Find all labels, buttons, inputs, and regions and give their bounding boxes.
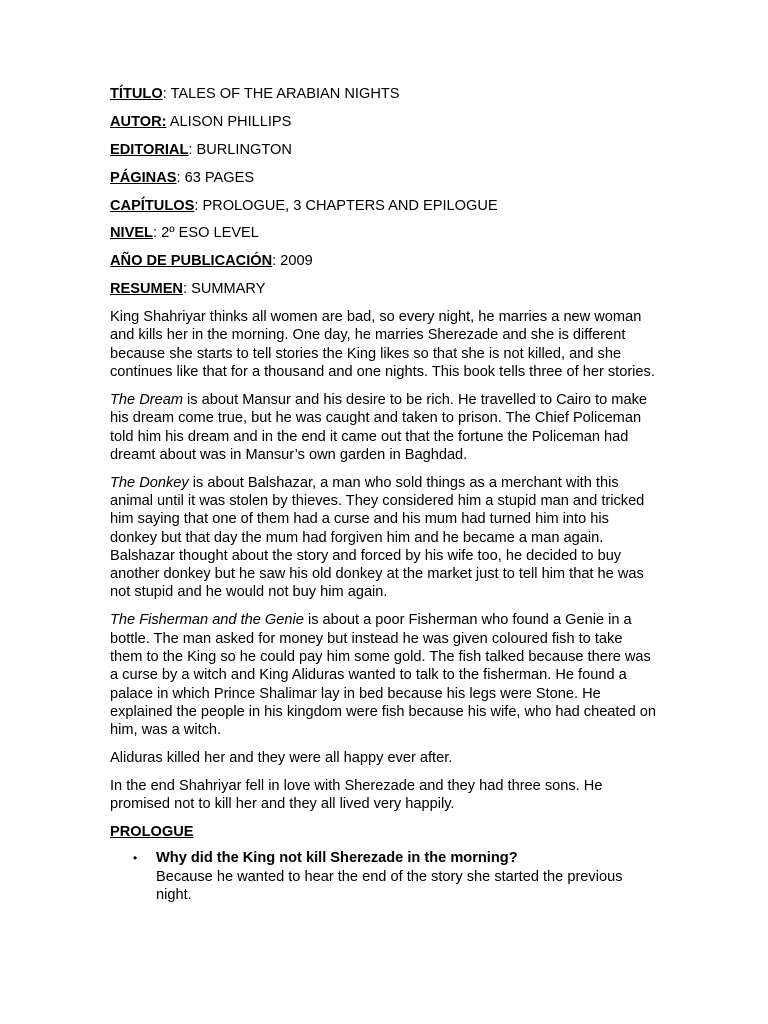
field-value: PROLOGUE, 3 CHAPTERS AND EPILOGUE (202, 197, 498, 214)
field-label: TÍTULO (110, 86, 163, 102)
story-text: is about Mansur and his desire to be rich. He travelled to Cairo to make his dream come true, but he was caught and taken to prison. The Chief Policeman told him his dream and in the end it came out that the fortune the Policeman had dreamt about was in Mansur’s own garden in Baghdad. (110, 391, 647, 463)
field-separator: : (188, 141, 197, 158)
field-value: TALES OF THE ARABIAN NIGHTS (170, 86, 400, 102)
field-resumen (110, 280, 658, 298)
field-value: BURLINGTON (196, 141, 292, 158)
field-separator: : (194, 197, 203, 214)
field-paginas (110, 169, 658, 187)
field-label: CAPÍTULOS (110, 197, 195, 214)
field-separator: : (162, 86, 171, 102)
field-separator: : (176, 169, 185, 186)
summary-intro: King Shahriyar thinks all women are bad, so every night, he marries a new woman and kills her in the morning. One day, he marries Sherezade and she is different because she starts to tell stories the King likes so that she is not killed, and she continues like that for a thousand and one nights. This book tells three of her stories. (110, 309, 655, 381)
field-value: ALISON PHILLIPS (169, 113, 292, 130)
field-label: RESUMEN (110, 281, 183, 298)
field-editorial (110, 141, 658, 159)
field-value: 63 PAGES (184, 169, 255, 186)
field-label: EDITORIAL (110, 141, 189, 158)
story-text: is about a poor Fisherman who found a Genie in a bottle. The man asked for money but instead he was given coloured fish to take them to the King so he could pay him some gold. The fish talked because there was a curse by a witch and King Aliduras wanted to talk to the fisherman. He found a palace in which Prince Shalimar lay in bed because his legs were Stone. He explained the people in his kingdom were fish because his wife, who had cheated on him, was a witch. (110, 612, 656, 739)
field-ano-publicacion (110, 252, 658, 270)
field-value: 2º ESO LEVEL (161, 225, 259, 242)
summary-the-donkey (110, 474, 658, 602)
list-item (110, 849, 658, 904)
field-label: AÑO DE PUBLICACIÓN (110, 253, 273, 270)
summary-the-dream (110, 391, 658, 464)
bullet-icon: • (133, 851, 138, 866)
field-nivel (110, 224, 658, 242)
story-text: is about Balshazar, a man who sold things as a merchant with this animal until it was stolen by thieves. They considered him a stupid man and tricked him saying that one of them had a curse and his mum had turned him into his donkey but that day the mum had forgiven him and he became a man again. Balshazar thought about the story and forced by his wife too, he decided to buy another donkey but he saw his old donkey at the market just to tell him that he was not stupid and he would not buy him again. (110, 474, 645, 601)
answer-text: Because he wanted to hear the end of the story she started the previous night. (156, 868, 623, 903)
prologue-heading: PROLOGUE (110, 824, 194, 841)
story-title: The Donkey (110, 474, 189, 491)
question-text: Why did the King not kill Sherezade in the morning? (156, 850, 518, 867)
field-separator: : (152, 225, 162, 242)
field-separator: : (272, 253, 281, 270)
field-label: NIVEL (110, 225, 153, 242)
field-label: PÁGINAS (110, 169, 177, 186)
document-page (110, 85, 658, 904)
story-title: The Fisherman and the Genie (110, 612, 304, 629)
field-label: AUTOR: (110, 113, 167, 130)
prologue-question-list (110, 849, 658, 904)
story-title: The Dream (110, 391, 183, 408)
summary-fisherman-genie (110, 611, 658, 739)
field-value: 2009 (280, 253, 313, 270)
field-separator: : (182, 281, 192, 298)
summary-aliduras: Aliduras killed her and they were all happy ever after. (110, 750, 453, 767)
field-value: SUMMARY (191, 281, 266, 298)
field-autor (110, 113, 658, 131)
field-titulo (110, 85, 658, 103)
summary-ending: In the end Shahriyar fell in love with Sherezade and they had three sons. He promised not to kill her and they all lived very happily. (110, 777, 603, 813)
field-capitulos (110, 197, 658, 215)
